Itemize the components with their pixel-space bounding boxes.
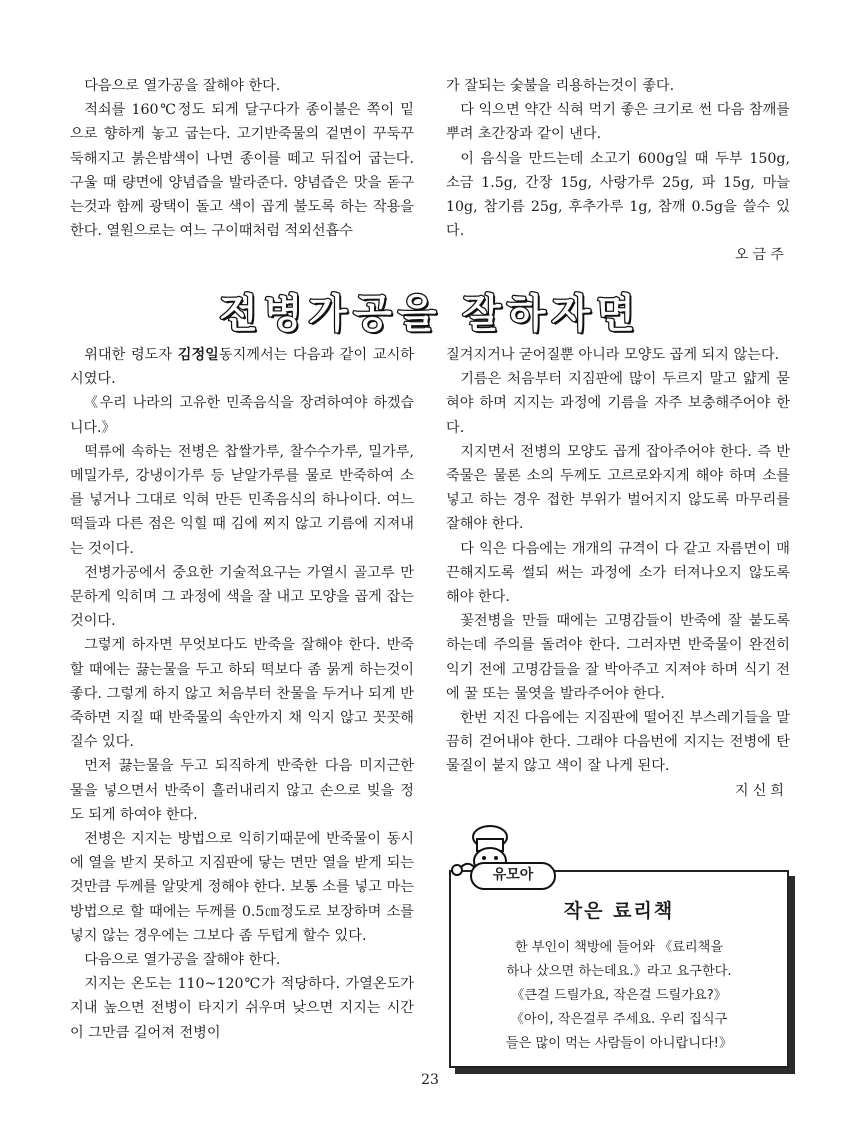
page-number: 23 bbox=[421, 1072, 439, 1088]
paragraph: 꽃전병을 만들 때에는 고명감들이 반죽에 잘 붙도록 하는데 주의를 돌려야 한다. 그러자면 반죽물이 완전히 익기 전에 고명감들을 잘 박아주고 지져야 하며 식기 전에 꿀 또는 물엿을 발라주어야 한다. bbox=[446, 613, 790, 702]
humor-line: 하나 샀으면 하는데요.》라고 요구한다. bbox=[506, 964, 732, 979]
paragraph: 가 잘되는 숯불을 리용하는것이 좋다. bbox=[446, 78, 675, 94]
humor-box-panel bbox=[449, 870, 789, 1068]
humor-line: 들은 많이 먹는 사람들이 아니랍니다!》 bbox=[505, 1036, 733, 1051]
leader-name: 김정일 bbox=[177, 347, 219, 363]
humor-line: 한 부인이 책방에 들어와 《료리책을 bbox=[514, 940, 724, 955]
paragraph: 다 익으면 약간 식혀 먹기 좋은 크기로 썬 다음 참깨를 뿌려 초간장과 같이 낸다. bbox=[446, 102, 790, 143]
paragraph: 다음으로 열가공을 잘해야 한다. bbox=[84, 78, 281, 94]
intro-before: 위대한 령도자 bbox=[84, 347, 178, 363]
paragraph: 다 익은 다음에는 개개의 규격이 다 같고 자름면이 매끈해지도록 썰되 써는 과정에 소가 터져나오지 않도록 해야 한다. bbox=[446, 540, 790, 606]
intro-paragraph bbox=[70, 343, 414, 391]
top-left-column bbox=[70, 74, 414, 243]
intro-after: 동지께서는 다음과 같이 교시하시였다. bbox=[70, 347, 414, 388]
paragraph: 적쇠를 160℃정도 되게 달구다가 종이불은 쪽이 밑으로 향하게 놓고 굽는다. 고기반죽물의 겉면이 꾸둑꾸둑해지고 붉은밤색이 나면 종이를 떼고 뒤집어 굽는다. 구울 때 량면에 양념즙을 발라준다. 양념즙은 맛을 돋구는것과 함께 광택이 돌고 색이 곱게 불도록 하는 작용을 한다. 열원으로는 여느 구이때처럼 적외선흡수 bbox=[70, 102, 414, 240]
humor-text bbox=[465, 936, 773, 1056]
quote: 《우리 나라의 고유한 민족음식을 장려하여야 하겠습니다.》 bbox=[70, 395, 414, 436]
paragraph: 먼저 끓는물을 두고 되직하게 반죽한 다음 미지근한 물을 넣으면서 반죽이 흘러내리지 않고 손으로 빚을 정도 되게 하여야 한다. bbox=[70, 758, 414, 823]
paragraph: 기름은 처음부터 지짐판에 많이 두르지 말고 얇게 묻혀야 하며 지지는 과정에 기름을 자주 보충해주어야 한다. bbox=[446, 371, 790, 436]
bottom-left-column bbox=[70, 343, 414, 1045]
author-signature: 지신희 bbox=[734, 782, 788, 799]
paragraph: 그렇게 하자면 무엇보다도 반죽을 잘해야 한다. 반죽할 때에는 끓는물을 두고 하되 떡보다 좀 묽게 하는것이 좋다. 그렇게 하지 않고 처음부터 찬물을 두거나 되게 반죽하면 지질 때 반죽물의 속안까지 채 익지 않고 꼿꼿해질수 있다. bbox=[70, 637, 414, 751]
paragraph: 한번 지진 다음에는 지짐판에 떨어진 부스레기들을 말끔히 걷어내야 한다. 그래야 다음번에 지지는 전병에 탄 물질이 붙지 않고 색이 잘 나게 된다. bbox=[446, 710, 790, 775]
paragraph: 이 음식을 만드는데 소고기 600g일 때 두부 150g, 소금 1.5g, 간장 15g, 사랑가루 25g, 파 15g, 마늘 10g, 참기름 25g, 후추가루 1g, 참깨 0.5g을 쓸수 있다. bbox=[446, 150, 790, 240]
author-signature: 오금주 bbox=[734, 247, 788, 264]
paragraph: 지지면서 전병의 모양도 곱게 잡아주어야 한다. 즉 반죽물은 물론 소의 두께도 고르로와지게 해야 하며 소를 넣고 하는 경우 접한 부위가 벌어지지 않도록 마무리를 잘해야 한다. bbox=[446, 443, 790, 533]
paragraph: 질겨지거나 굳어질뿐 아니라 모양도 곱게 되지 않는다. bbox=[446, 347, 780, 363]
paragraph: 전병가공에서 중요한 기술적요구는 가열시 골고루 만문하게 익히며 그 과정에 색을 잘 내고 모양을 곱게 잡는것이다. bbox=[70, 564, 414, 630]
top-right-column bbox=[446, 74, 790, 268]
bottom-right-column bbox=[446, 343, 790, 803]
humor-line: 《큰걸 드릴가요, 작은걸 드릴가요?》 bbox=[511, 988, 727, 1003]
paragraph: 전병은 지지는 방법으로 익히기때문에 반죽물이 동시에 열을 받지 못하고 지짐판에 닿는 면만 열을 받게 되는것만큼 두께를 알맞게 정해야 한다. 보통 소를 넣고 마는 방법으로 할 때에는 두께를 0.5㎝정도로 보장하며 소를 넣지 않는 경우에는 그보다 좀 두텁게 할수 있다. bbox=[70, 831, 414, 944]
humor-title: 작은 료리책 bbox=[563, 900, 675, 922]
humor-label-badge: 유모아 bbox=[470, 862, 556, 890]
paragraph: 지지는 온도는 110~120℃가 적당하다. 가열온도가 지내 높으면 전병이 타지기 쉬우며 낮으면 지지는 시간이 그만큼 길어져 전병이 bbox=[70, 976, 414, 1041]
article-title: 전병가공을 잘하자면 bbox=[219, 291, 641, 337]
humor-box bbox=[449, 870, 789, 1068]
paragraph: 떡류에 속하는 전병은 찹쌀가루, 찰수수가루, 밀가루, 메밀가루, 강냉이가루 등 낟알가루를 물로 반죽하여 소를 넣거나 그대로 익혀 만든 민족음식의 하나이다. 여느 떡들과 다른 점은 익힐 때 김에 찌지 않고 기름에 지져내는 것이다. bbox=[70, 443, 414, 557]
paragraph: 다음으로 열가공을 잘해야 한다. bbox=[84, 952, 281, 969]
humor-line: 《아이, 작은걸루 주세요. 우리 집식구 bbox=[510, 1012, 728, 1027]
